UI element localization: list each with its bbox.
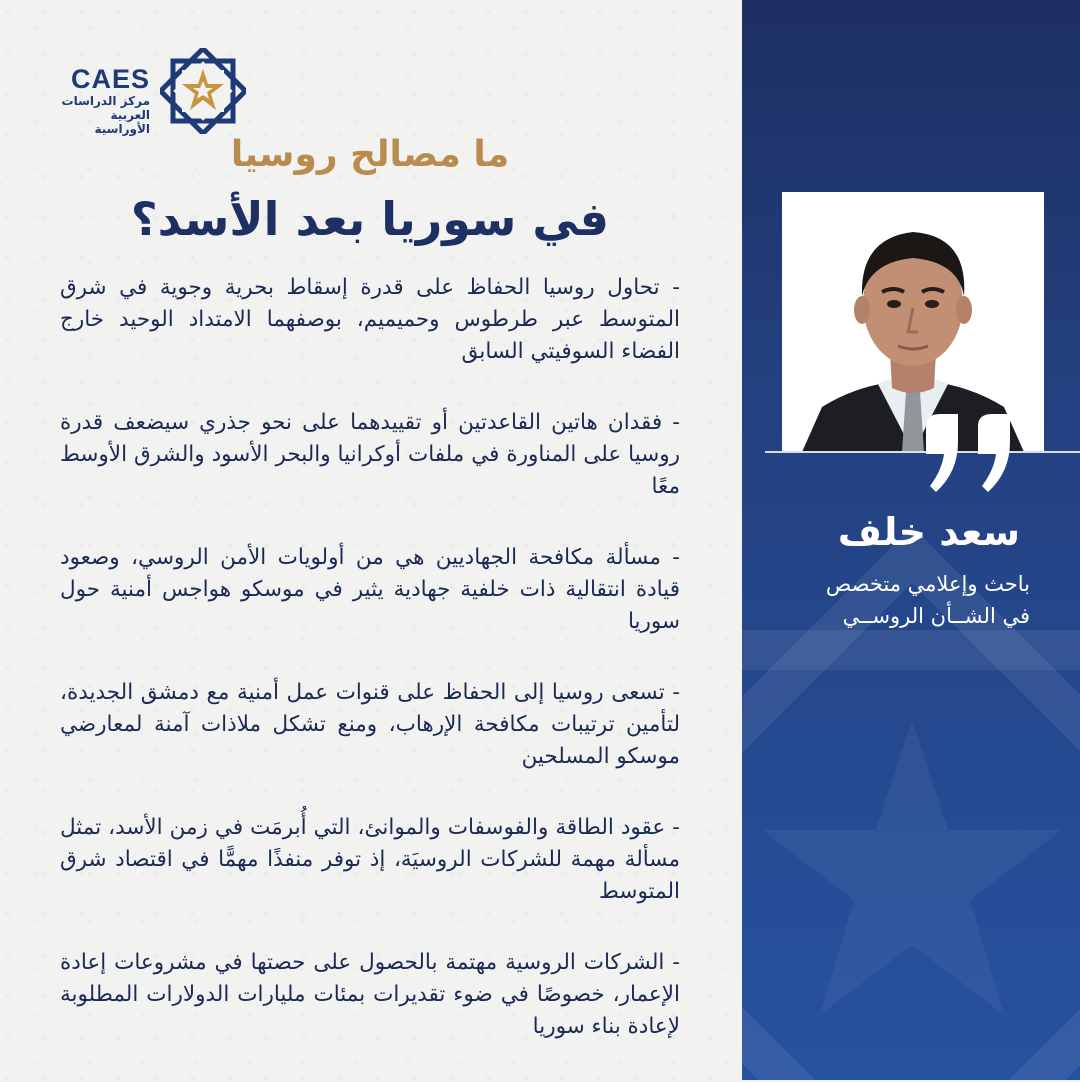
logo-line-2: العربية الأوراسية: [94, 108, 150, 136]
paragraph: - تسعى روسيا إلى الحفاظ على قنوات عمل أمنية مع دمشق الجديدة، لتأمين ترتيبات مكافحة الإرهاب، ومنع تشكل ملاذات آمنة لمعارضي موسكو المسلحين: [60, 680, 680, 769]
author-role-line-1: باحث وإعلامي متخصص: [825, 572, 1030, 596]
paragraph: - فقدان هاتين القاعدتين أو تقييدهما على نحو جذري سيضعف قدرة روسيا على المناورة في ملفات أوكرانيا والبحر الأسود والشرق الأوسط معًا: [60, 410, 680, 499]
paragraph: - تحاول روسيا الحفاظ على قدرة إسقاط بحرية وجوية في شرق المتوسط عبر طرطوس وحميميم، بوصفهما الامتداد الوحيد خارج الفضاء السوفيتي السابق: [60, 275, 680, 364]
paragraph: - عقود الطاقة والفوسفات والموانئ، التي أُبرمَت في زمن الأسد، تمثل مسألة مهمة للشركات الروسيَة، إذ توفر منفذًا مهمًّا في اقتصاد شرق المتوسط: [60, 815, 680, 904]
author-role: [770, 568, 1030, 632]
quote-mark-icon: [918, 412, 1028, 496]
logo-line-1: مركز الدراسات: [61, 94, 150, 108]
article-body: [60, 272, 680, 1082]
title-line-2: في سوريا بعد الأسد؟: [130, 192, 610, 246]
caes-logo: [58, 48, 248, 138]
title-line-1: ما مصالح روسيا: [230, 134, 510, 175]
paragraph: - الشركات الروسية مهتمة بالحصول على حصتها في مشروعات إعادة الإعمار، خصوصًا في ضوء تقديرات بمئات مليارات الدولارات المطلوبة لإعادة بناء سوريا: [60, 950, 680, 1039]
logo-abbr: CAES: [70, 64, 150, 94]
star-emblem-icon: [160, 48, 246, 134]
paragraph: - مسألة مكافحة الجهاديين هي من أولويات الأمن الروسي، وصعود قيادة انتقالية ذات خلفية جهادية يثير في موسكو هواجس أمنية حول سوريا: [60, 545, 680, 634]
author-role-line-2: في الشــأن الروســي: [842, 604, 1030, 628]
logo-text: [58, 64, 150, 136]
author-name: سعد خلف: [837, 510, 1020, 554]
